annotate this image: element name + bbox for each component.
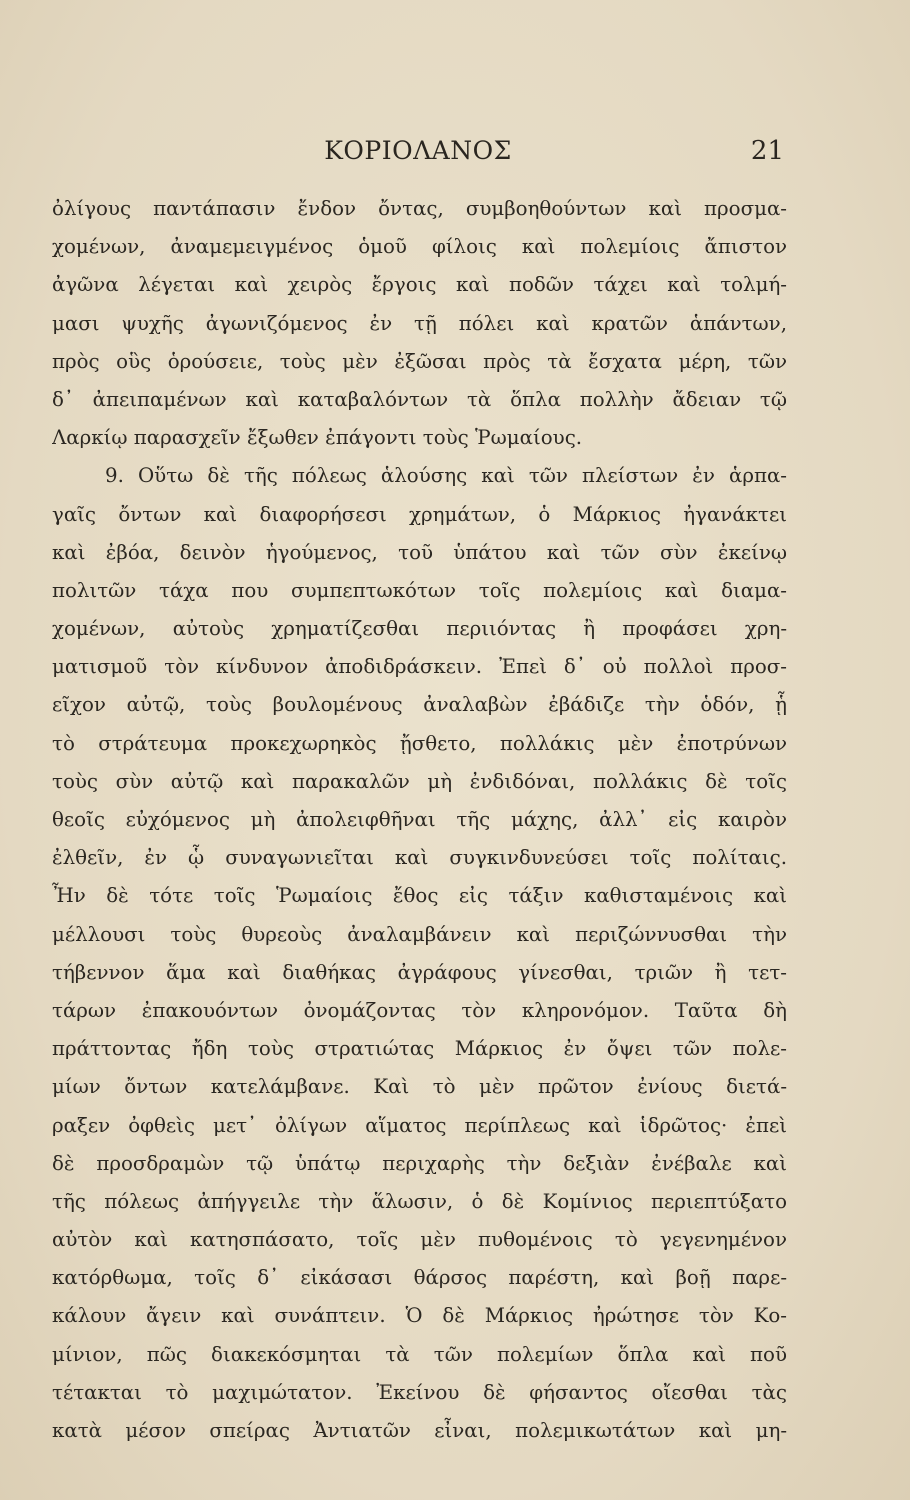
text-line: πολιτῶν τάχα που συμπεπτωκότων τοῖς πολεμίοις καὶ διαμα- [52, 578, 787, 602]
text-line: πράττοντας ἤδη τοὺς στρατιώτας Μάρκιος ἐν ὄψει τῶν πολε- [52, 1037, 787, 1061]
text-line: τήβεννον ἅμα καὶ διαθήκας ἀγράφους γίνεσθαι, τριῶν ἢ τετ- [52, 960, 787, 984]
text-line: μίνιον, πῶς διακεκόσμηται τὰ τῶν πολεμίων ὅπλα καὶ ποῦ [52, 1342, 787, 1366]
text-line: κατὰ μέσον σπείρας Ἀντιατῶν εἶναι, πολεμικωτάτων καὶ μη- [52, 1419, 787, 1442]
text-line: κάλουν ἄγειν καὶ συνάπτειν. Ὁ δὲ Μάρκιος ἠρώτησε τὸν Κο- [52, 1304, 787, 1328]
text-line: μασι ψυχῆς ἀγωνιζόμενος ἐν τῇ πόλει καὶ κρατῶν ἁπάντων, [52, 311, 787, 335]
text-line: κατόρθωμα, τοῖς δ᾽ εἰκάσασι θάρσος παρέστη, καὶ βοῇ παρε- [52, 1266, 787, 1290]
text-line: δ᾽ ἀπειπαμένων καὶ καταβαλόντων τὰ ὅπλα πολλὴν ἄδειαν τῷ [52, 387, 787, 411]
body-text [52, 190, 787, 1450]
page-number: 21 [750, 136, 784, 166]
text-line: τοὺς σὺν αὐτῷ καὶ παρακαλῶν μὴ ἐνδιδόναι, πολλάκις δὲ τοῖς [52, 769, 787, 793]
text-line: εῖχον αὐτῷ, τοὺς βουλομένους ἀναλαβὼν ἐβάδιζε τὴν ὁδόν, ᾗ [52, 693, 787, 717]
text-line: Ἦν δὲ τότε τοῖς Ῥωμαίοις ἔθος εἰς τάξιν καθισταμένοις καὶ [52, 884, 787, 908]
text-line: μέλλουσι τοὺς θυρεοὺς ἀναλαμβάνειν καὶ περιζώννυσθαι τὴν [52, 922, 787, 946]
running-head [52, 136, 784, 176]
text-line: πρὸς οὓς ὁρούσειε, τοὺς μὲν ἐξῶσαι πρὸς τὰ ἔσχατα μέρη, τῶν [52, 349, 787, 373]
text-line: δὲ προσδραμὼν τῷ ὑπάτῳ περιχαρὴς τὴν δεξιὰν ἐνέβαλε καὶ [52, 1151, 787, 1175]
text-line: γαῖς ὄντων καὶ διαφορήσεσι χρημάτων, ὁ Μάρκιος ἠγανάκτει [52, 502, 787, 526]
text-line: αὐτὸν καὶ κατησπάσατο, τοῖς μὲν πυθομένοις τὸ γεγενημένον [52, 1228, 787, 1252]
text-line: ἀγῶνα λέγεται καὶ χειρὸς ἔργοις καὶ ποδῶν τάχει καὶ τολμή- [52, 273, 787, 297]
section-start-line: 9. Οὕτω δὲ τῆς πόλεως ἁλούσης καὶ τῶν πλείστων ἐν ἁρπα- [105, 464, 787, 488]
text-line: μίων ὄντων κατελάμβανε. Καὶ τὸ μὲν πρῶτον ἐνίους διετά- [52, 1075, 787, 1099]
text-line: χομένων, ἀναμεμειγμένος ὁμοῦ φίλοις καὶ πολεμίοις ἄπιστον [52, 235, 787, 259]
text-line: τῆς πόλεως ἀπήγγειλε τὴν ἅλωσιν, ὁ δὲ Κομίνιος περιεπτύξατο [52, 1189, 787, 1213]
text-line: ὀλίγους παντάπασιν ἔνδον ὄντας, συμβοηθούντων καὶ προσμα- [52, 197, 787, 220]
text-line: θεοῖς εὐχόμενος μὴ ἀπολειφθῆναι τῆς μάχης, ἀλλ᾽ εἰς καιρὸν [52, 808, 787, 831]
text-line: ἐλθεῖν, ἐν ᾧ συναγωνιεῖται καὶ συγκινδυνεύσει τοῖς πολίταις. [52, 846, 787, 870]
text-line: Λαρκίῳ παρασχεῖν ἔξωθεν ἐπάγοντι τοὺς Ῥωμαίους. [52, 426, 583, 450]
text-line: τάρων ἐπακουόντων ὀνομάζοντας τὸν κληρονόμον. Ταῦτα δὴ [52, 998, 787, 1022]
text-line: ραξεν ὀφθεὶς μετ᾽ ὀλίγων αἵματος περίπλεως καὶ ἱδρῶτος· ἐπεὶ [52, 1113, 787, 1137]
text-line: χομένων, αὐτοὺς χρηματίζεσθαι περιιόντας ἢ προφάσει χρη- [52, 617, 787, 641]
text-line: τέτακται τὸ μαχιμώτατον. Ἐκείνου δὲ φήσαντος οἴεσθαι τὰς [52, 1380, 787, 1404]
text-line: ματισμοῦ τὸν κίνδυνον ἀποδιδράσκειν. Ἐπεὶ δ᾽ οὐ πολλοὶ προσ- [52, 655, 787, 679]
text-line: καὶ ἐβόα, δεινὸν ἡγούμενος, τοῦ ὑπάτου καὶ τῶν σὺν ἐκείνῳ [52, 540, 787, 564]
running-title: ΚΟΡΙΟΛΑΝΟΣ [324, 136, 512, 165]
text-line: τὸ στράτευμα προκεχωρηκὸς ᾔσθετο, πολλάκις μὲν ἐποτρύνων [52, 731, 787, 755]
